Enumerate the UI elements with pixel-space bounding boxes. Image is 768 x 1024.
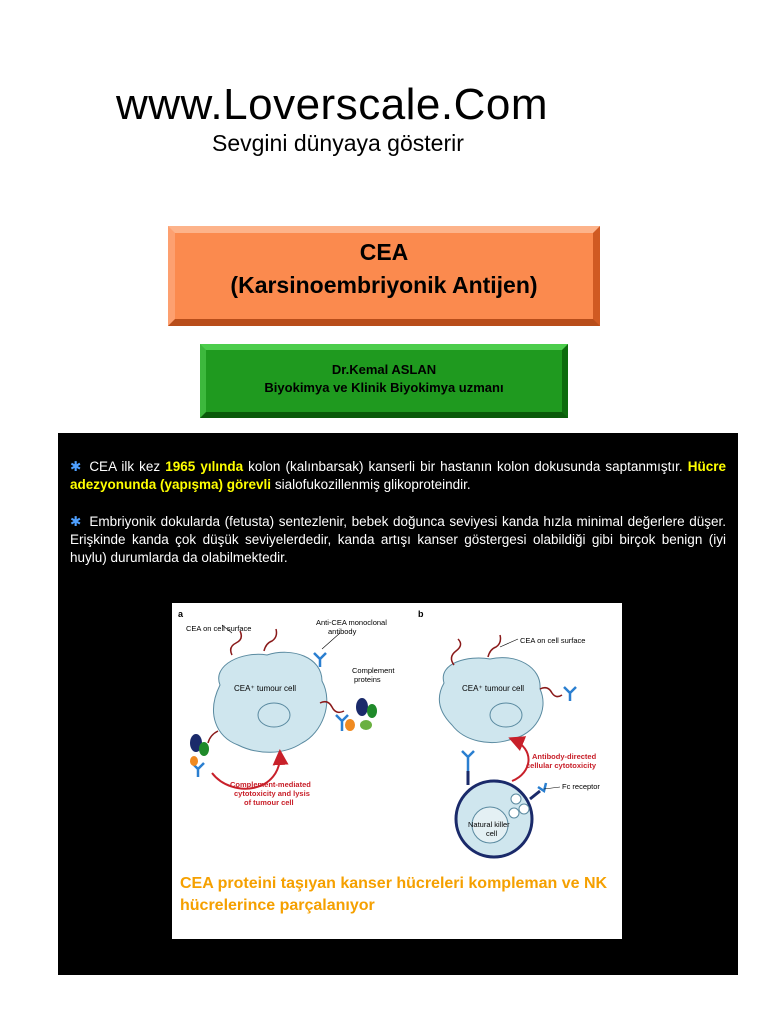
title-box	[168, 226, 600, 326]
nk-granule	[509, 808, 519, 818]
antibody-icon-b	[564, 687, 576, 701]
tumour-cell-a	[214, 652, 327, 752]
caption-line-2: hücrelerince parçalanıyor	[180, 897, 375, 914]
panel-b-label: b	[418, 609, 424, 619]
author-title: Biyokimya ve Klinik Biyokimya uzmanı	[264, 380, 504, 395]
panel-a-label: a	[178, 609, 184, 619]
p1-highlight-adhesion: Hücre adezyonunda (yapışma) görevli	[70, 459, 726, 492]
complement-protein-icon	[190, 756, 198, 766]
nk-granule	[519, 804, 529, 814]
bullet-star-icon: ✱	[70, 514, 82, 529]
p1-text-b: kolon (kalınbarsak) kanserli bir hastanın kolon dokusunda saptanmıştır.	[243, 459, 688, 474]
paragraph-2	[70, 513, 726, 567]
p1-text-c: sialofukozillenmiş glikoproteindir.	[271, 477, 471, 492]
complement-protein-icon	[367, 704, 377, 718]
cea-protein-a1	[231, 631, 242, 655]
p2-text: Embriyonik dokularda (fetusta) sentezlenir, bebek doğunca seviyesi kanda hızla minimal değerlere düşer. Erişkinde kanda çok düşük seviyelerdedir, kanda artışı kanser göstergesi olabildiği gibi birçok benign (iyi huylu) durumlarda da olabilmektedir.	[70, 514, 726, 565]
author-name: Dr.Kemal ASLAN	[331, 362, 437, 377]
b-fc-label: Fc receptor	[562, 782, 600, 791]
a-anti-cea-label-2: antibody	[328, 627, 357, 636]
content-panel	[58, 433, 738, 975]
b-cea-surface-label: CEA on cell surface	[520, 636, 586, 645]
b-nk-label-1: Natural killer	[468, 820, 510, 829]
cea-protein-a4	[208, 731, 218, 743]
title-line2: (Karsinoembriyonik Antijen)	[230, 272, 538, 298]
complement-protein-icon	[360, 720, 372, 730]
b-adcc-label-2: cellular cytotoxicity	[526, 761, 597, 770]
caption-line-1: CEA proteini taşıyan kanser hücreleri kompleman ve NK	[180, 875, 608, 892]
complement-protein-icon	[356, 698, 368, 716]
paragraph-1	[70, 458, 726, 494]
figure-caption	[180, 873, 607, 917]
a-anti-cea-label-1: Anti-CEA monoclonal	[316, 618, 387, 627]
a-cmc-label-2: cytotoxicity and lysis	[234, 789, 310, 798]
complement-protein-icon	[199, 742, 209, 756]
bullet-star-icon: ✱	[70, 459, 82, 474]
tumour-cell-b	[439, 658, 543, 743]
cea-protein-b2	[488, 635, 501, 657]
site-tagline: Sevgini dünyaya gösterir	[212, 130, 464, 156]
tumour-nucleus-b	[490, 703, 522, 727]
cea-figure	[172, 603, 622, 939]
tumour-nucleus-a	[258, 703, 290, 727]
a-cea-surface-label: CEA on cell surface	[186, 624, 252, 633]
title-line1: CEA	[359, 239, 409, 265]
a-cmc-label-3: of tumour cell	[244, 798, 294, 807]
a-complement-label-2: proteins	[354, 675, 381, 684]
author-box	[200, 344, 568, 418]
cea-protein-b3	[540, 688, 562, 697]
p1-highlight-year: 1965 yılında	[165, 459, 244, 474]
b-tumour-label: CEA⁺ tumour cell	[462, 684, 525, 693]
adcc-arrow	[512, 739, 529, 781]
site-title: www.Loverscale.Com	[116, 80, 549, 129]
p1-text-a: CEA ilk kez	[89, 459, 166, 474]
b-adcc-label-1: Antibody-directed	[532, 752, 597, 761]
b-nk-label-2: cell	[486, 829, 498, 838]
a-complement-label-1: Complement	[352, 666, 395, 675]
cea-protein-a2	[264, 629, 277, 651]
nk-granule	[511, 794, 521, 804]
a-cmc-label-1: Complement-mediated	[230, 780, 311, 789]
a-tumour-label: CEA⁺ tumour cell	[234, 684, 297, 693]
complement-protein-icon	[345, 719, 355, 731]
